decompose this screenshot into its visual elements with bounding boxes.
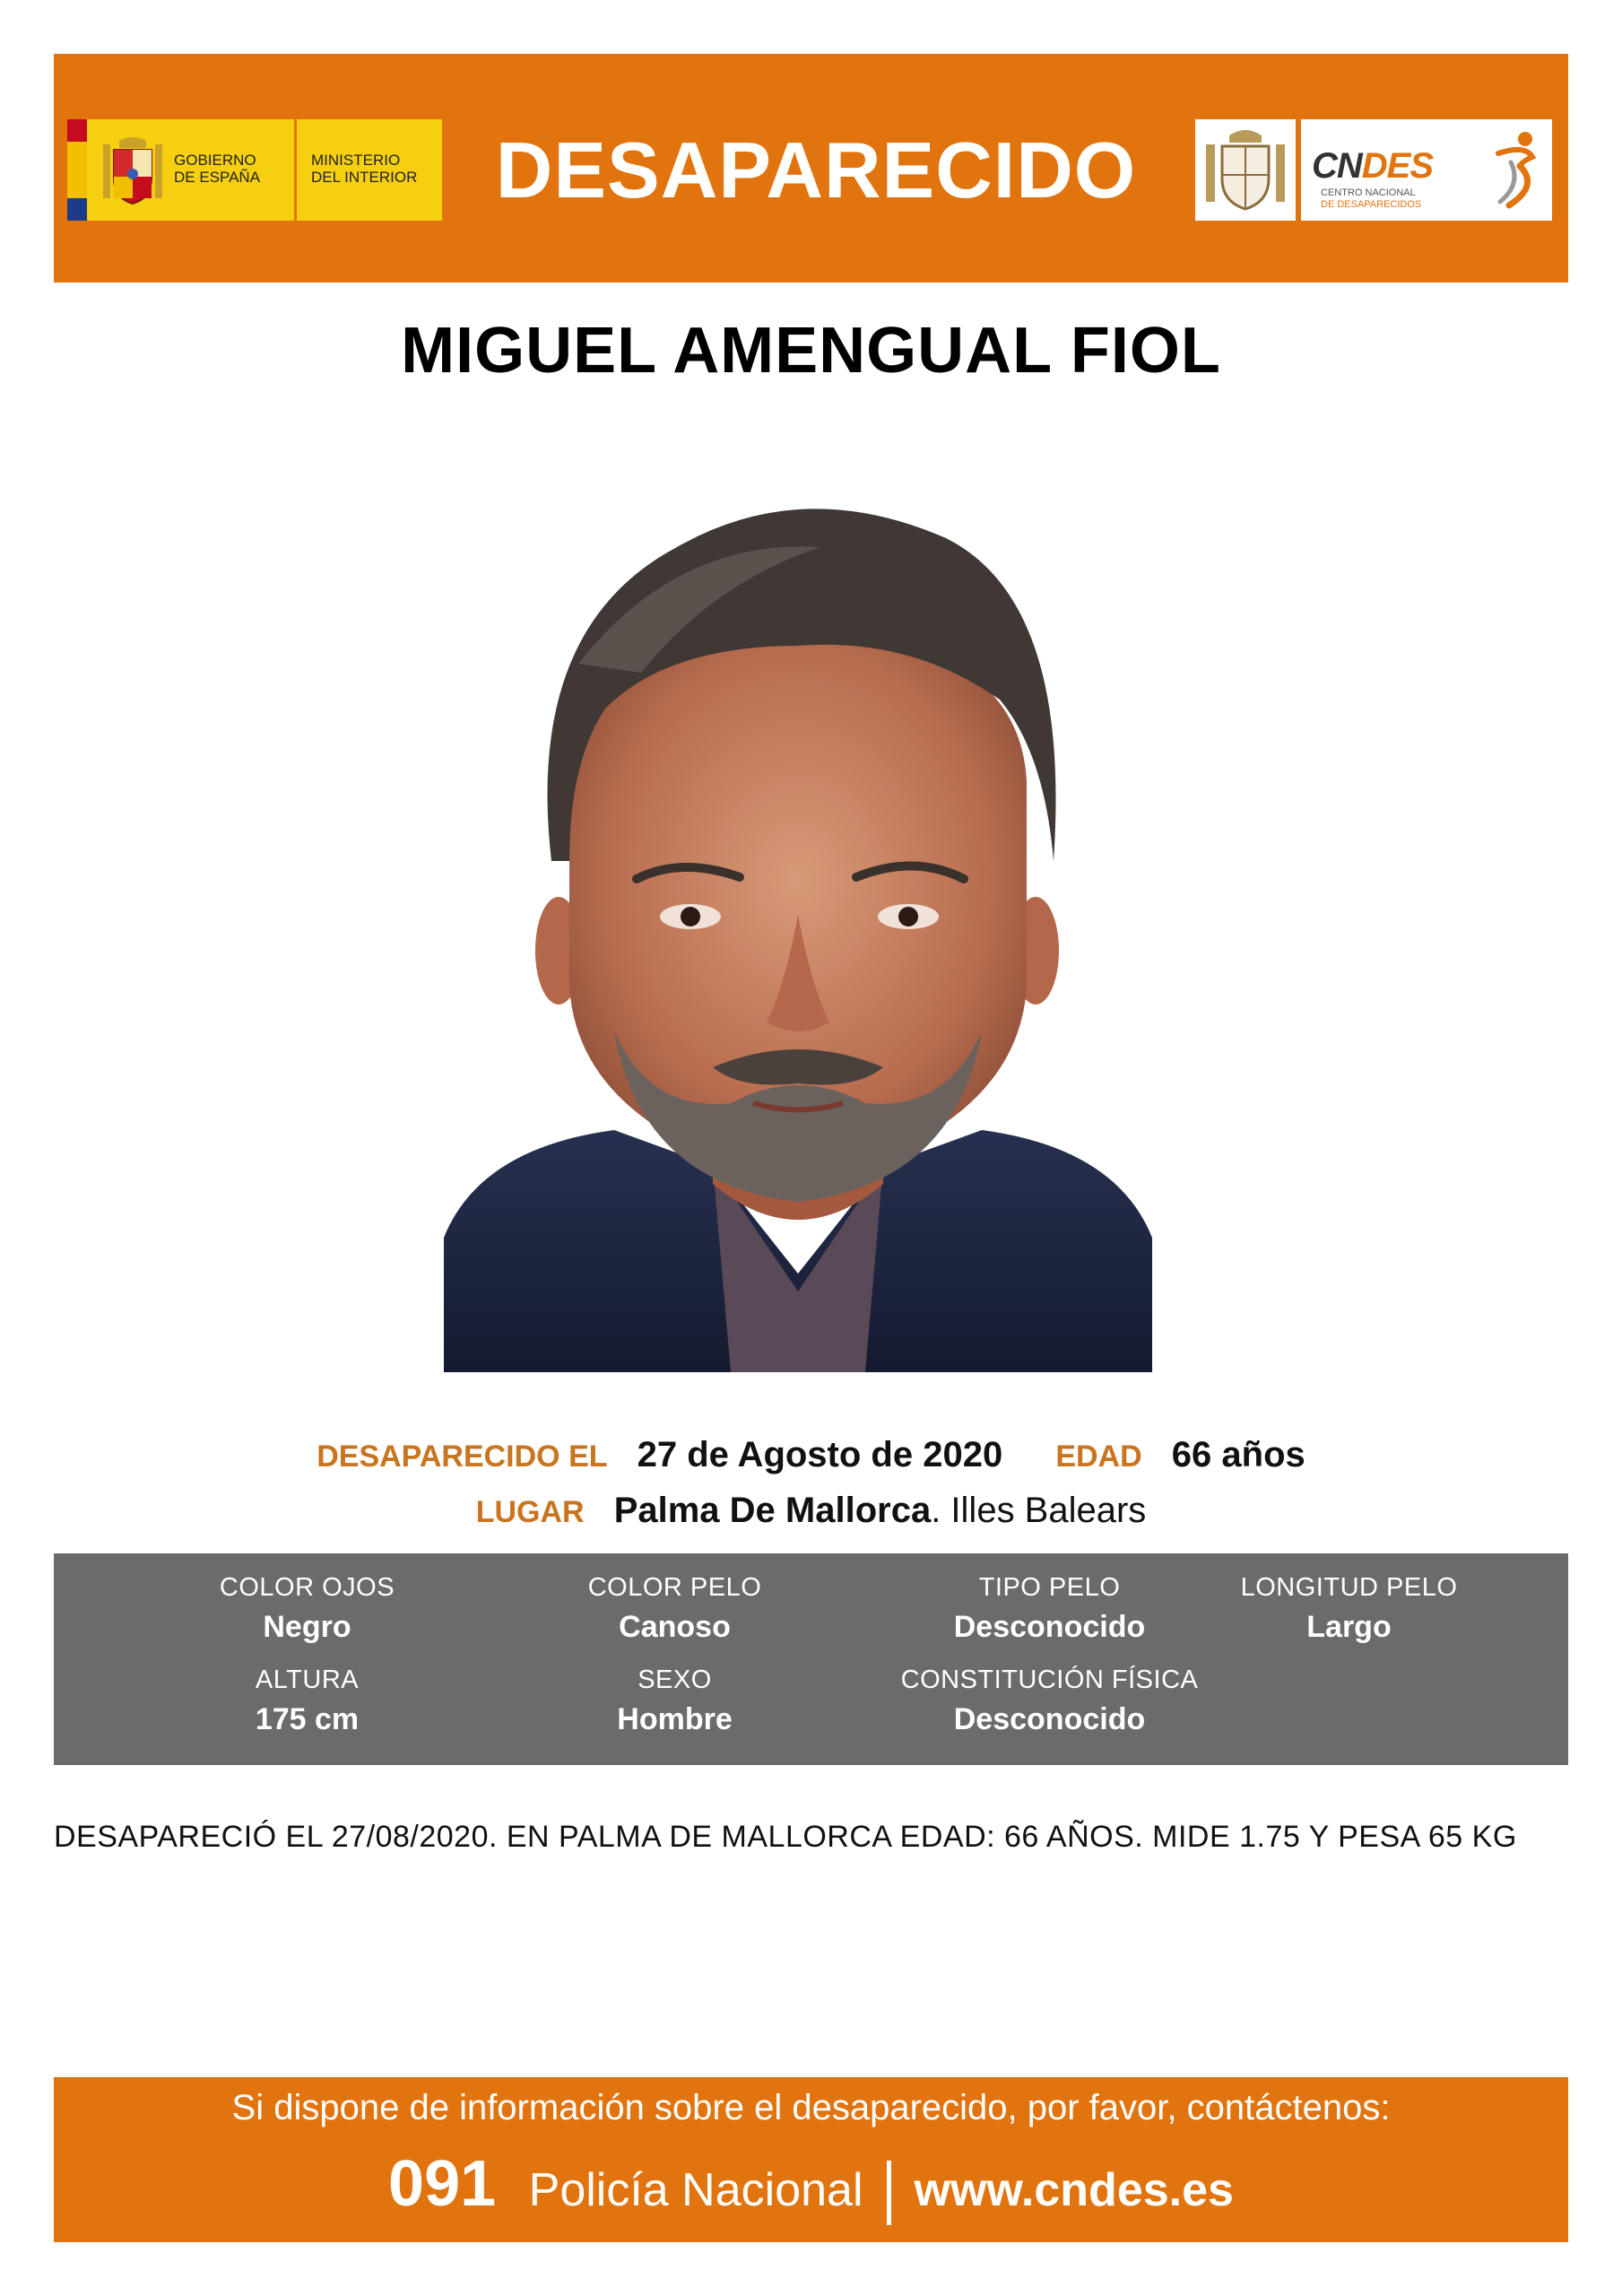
trait-label: TIPO PELO: [978, 1573, 1121, 1602]
place-region: . Illes Balears: [931, 1491, 1147, 1530]
gov-line4: DEL INTERIOR: [311, 169, 418, 186]
place-city: Palma De Mallorca: [613, 1491, 932, 1530]
police-name: Policía Nacional: [528, 2164, 863, 2216]
trait-label: SEXO: [638, 1665, 712, 1694]
trait-hair-length: [1149, 1573, 1548, 1645]
facts-line-2: [54, 1491, 1568, 1531]
traits-table: [54, 1553, 1568, 1765]
coat-of-arms-icon: [1195, 119, 1296, 221]
cndes-logo: [1301, 119, 1552, 221]
contact-prompt: Si dispone de información sobre el desaparecido, por favor, contáctenos:: [231, 2088, 1391, 2127]
trait-value: Hombre: [617, 1702, 733, 1736]
trait-value: Largo: [1306, 1610, 1392, 1644]
trait-label: COLOR OJOS: [219, 1573, 395, 1602]
gov-line2: DE ESPAÑA: [174, 169, 261, 186]
trait-label: ALTURA: [255, 1665, 360, 1694]
trait-value: Desconocido: [953, 1610, 1146, 1644]
cndes-figure-icon: [1489, 126, 1547, 213]
trait-hair-color: [475, 1573, 874, 1645]
spain-coat-of-arms-icon: [101, 135, 164, 205]
gov-line3: MINISTERIO: [311, 152, 401, 169]
flag-stripe: [67, 119, 87, 221]
trait-label: COLOR PELO: [587, 1573, 762, 1602]
gov-line1: GOBIERNO: [174, 152, 256, 169]
missing-person-photo: [444, 484, 1152, 1374]
contact-footer: [54, 2077, 1568, 2242]
trait-value: 175 cm: [255, 1702, 360, 1736]
cndes-subtitle: [1321, 187, 1421, 211]
header-title: DESAPARECIDO: [495, 126, 1137, 214]
trait-height: [108, 1665, 507, 1737]
contact-line: [54, 2147, 1568, 2225]
person-name: MIGUEL AMENGUAL FIOL: [401, 315, 1221, 387]
cndes-word-cn: CN: [1312, 146, 1362, 186]
cndes-shield-logo: [1195, 119, 1296, 221]
gobierno-espana-logo: [67, 119, 442, 221]
trait-value: Canoso: [619, 1610, 731, 1644]
trait-eye-color: [108, 1573, 507, 1645]
police-phone[interactable]: 091: [388, 2148, 497, 2220]
cndes-word-des: DES: [1361, 146, 1434, 186]
trait-value: Desconocido: [953, 1702, 1146, 1736]
gov-text-ministerio: [311, 152, 417, 186]
place-label: LUGAR: [475, 1495, 585, 1529]
cndes-wordmark: [1312, 146, 1433, 187]
case-description: DESAPARECIÓ EL 27/08/2020. EN PALMA DE MALLORCA EDAD: 66 AÑOS. MIDE 1.75 Y PESA 65 KG: [54, 1820, 1517, 1854]
gov-text-gobierno: [174, 152, 260, 186]
facts-line-1: [54, 1435, 1568, 1475]
cndes-sub2: DE DESAPARECIDOS: [1321, 199, 1422, 210]
website-link[interactable]: www.cndes.es: [914, 2164, 1234, 2216]
age-label: EDAD: [1055, 1439, 1142, 1474]
trait-sex: [475, 1665, 874, 1737]
trait-value: Negro: [263, 1610, 351, 1644]
trait-label: CONSTITUCIÓN FÍSICA: [900, 1665, 1199, 1694]
age-value: 66 años: [1171, 1435, 1305, 1474]
gov-divider: [294, 119, 297, 221]
trait-label: LONGITUD PELO: [1240, 1573, 1458, 1602]
trait-build: [850, 1665, 1249, 1737]
cndes-sub1: CENTRO NACIONAL: [1321, 187, 1416, 198]
footer-divider: [887, 2161, 891, 2225]
missing-date-value: 27 de Agosto de 2020: [637, 1435, 1003, 1474]
missing-date-label: DESAPARECIDO EL: [317, 1439, 608, 1474]
